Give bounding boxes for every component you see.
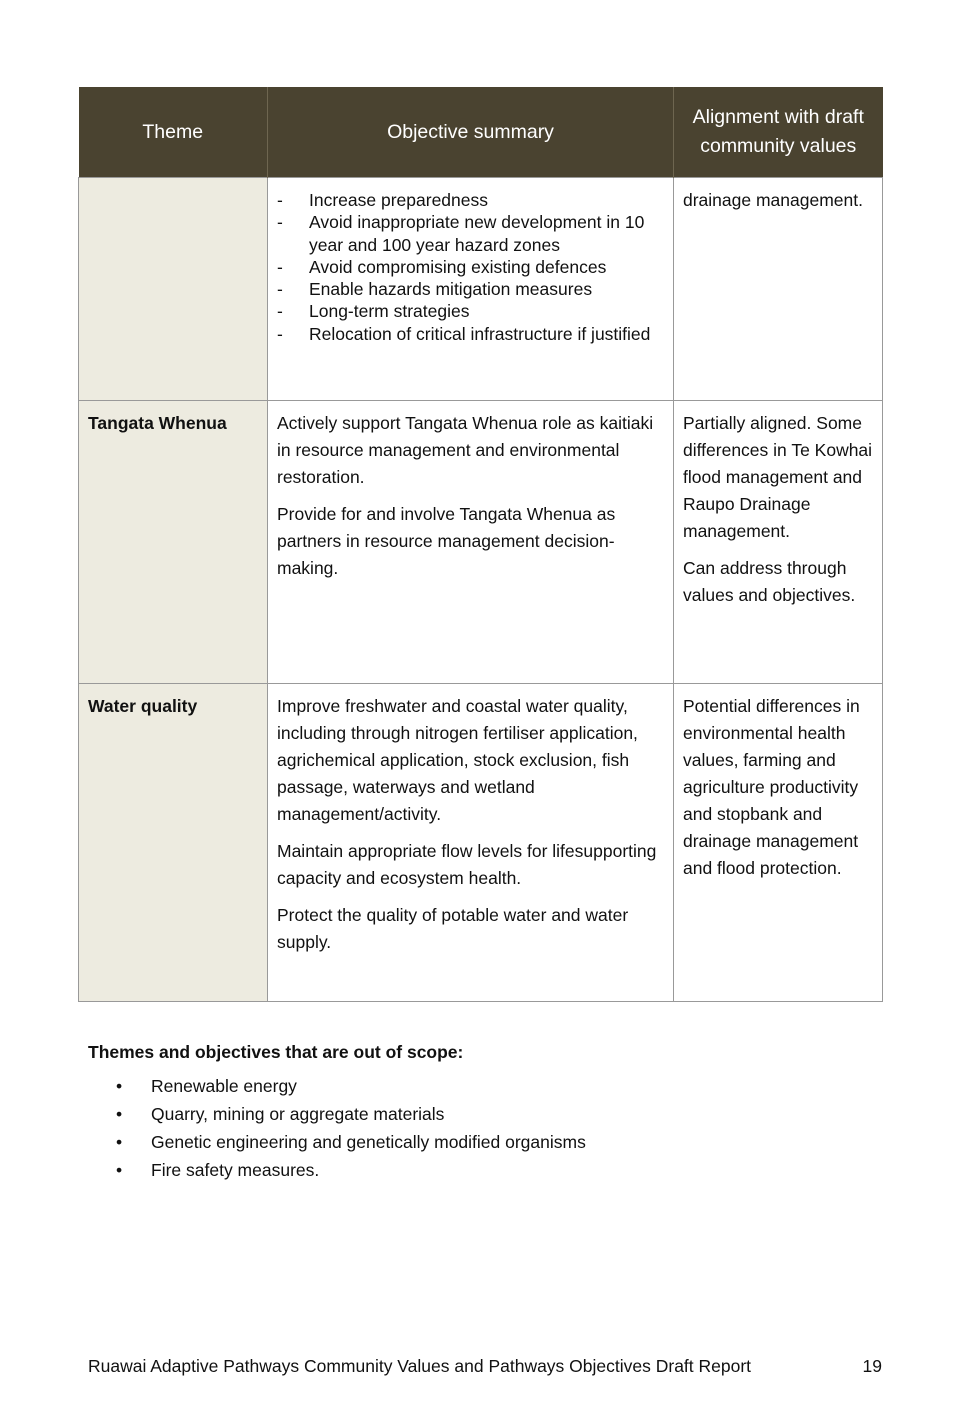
list-item <box>277 256 664 278</box>
dash-marker: - <box>277 279 283 300</box>
list-item <box>277 300 664 322</box>
theme-label: Water quality <box>88 696 198 716</box>
list-item-text: Enable hazards mitigation measures <box>309 279 593 300</box>
table-header-row <box>79 87 883 178</box>
objective-text: Provide for and involve Tangata Whenua as partners in resource management decision-making. <box>277 504 616 578</box>
objectives-table <box>78 87 883 1002</box>
list-item-text: Avoid compromising existing defences <box>309 256 607 277</box>
objective-text: Improve freshwater and coastal water quality, including through nitrogen fertiliser application, agrichemical application, stock exclusion, fish passage, waterways and wetland management/activity. <box>277 696 638 824</box>
list-item-text: Long-term strategies <box>309 301 470 322</box>
out-of-scope-list <box>88 1072 888 1184</box>
list-item-text: Increase preparedness <box>309 190 488 210</box>
list-item <box>277 278 664 300</box>
theme-cell <box>79 401 268 684</box>
list-item-text: Relocation of critical infrastructure if justified <box>309 323 651 344</box>
list-item <box>277 323 664 345</box>
alignment-text: Can address through values and objectives. <box>683 558 856 605</box>
list-item-text: Fire safety measures. <box>151 1160 320 1180</box>
dash-marker: - <box>277 190 283 210</box>
theme-cell <box>79 178 268 401</box>
objective-dash-list <box>277 189 664 345</box>
footer-title: Ruawai Adaptive Pathways Community Values and Pathways Objectives Draft Report <box>88 1356 752 1376</box>
theme-cell <box>79 684 268 1002</box>
alignment-cell <box>674 401 883 684</box>
table-row <box>79 178 883 401</box>
dash-marker: - <box>277 323 283 344</box>
list-item-text: Quarry, mining or aggregate materials <box>151 1104 445 1124</box>
list-item <box>277 189 664 211</box>
list-item-text: Avoid inappropriate new development in 10 year and 100 year hazard zones <box>309 212 645 255</box>
header-theme: Theme <box>79 87 268 178</box>
alignment-cell <box>674 178 883 401</box>
alignment-text: Partially aligned. Some differences in Te Kowhai flood management and Raupo Drainage management. <box>683 413 873 541</box>
page-footer <box>88 1354 882 1378</box>
dash-marker: - <box>277 301 283 322</box>
out-of-scope-heading: Themes and objectives that are out of scope: <box>88 1042 464 1062</box>
list-item <box>88 1128 888 1156</box>
alignment-text: drainage management. <box>683 190 863 210</box>
objective-text: Protect the quality of potable water and water supply. <box>277 905 629 952</box>
dash-marker: - <box>277 212 283 233</box>
list-item-text: Genetic engineering and genetically modified organisms <box>151 1132 586 1152</box>
header-objective-summary: Objective summary <box>268 87 674 178</box>
alignment-text: Potential differences in environmental health values, farming and agriculture productivity and stopbank and drainage management and flood protection. <box>683 696 860 878</box>
alignment-cell <box>674 684 883 1002</box>
bullet-icon: • <box>116 1104 123 1124</box>
table-row <box>79 684 883 1002</box>
objective-text: Maintain appropriate flow levels for lifesupporting capacity and ecosystem health. <box>277 841 657 888</box>
out-of-scope-section <box>88 1040 888 1184</box>
list-item-text: Renewable energy <box>151 1076 297 1096</box>
bullet-icon: • <box>116 1076 123 1096</box>
list-item <box>88 1072 888 1100</box>
list-item <box>88 1100 888 1128</box>
objective-cell <box>268 178 674 401</box>
bullet-icon: • <box>116 1160 123 1180</box>
bullet-icon: • <box>116 1132 123 1152</box>
list-item <box>277 211 664 256</box>
header-alignment: Alignment with draft community values <box>674 87 883 178</box>
table-row <box>79 401 883 684</box>
objective-cell <box>268 684 674 1002</box>
objective-cell <box>268 401 674 684</box>
list-item <box>88 1156 888 1184</box>
page-number: 19 <box>862 1356 882 1376</box>
dash-marker: - <box>277 256 283 277</box>
objective-text: Actively support Tangata Whenua role as kaitiaki in resource management and environmental restoration. <box>277 413 654 487</box>
theme-label: Tangata Whenua <box>88 413 227 433</box>
